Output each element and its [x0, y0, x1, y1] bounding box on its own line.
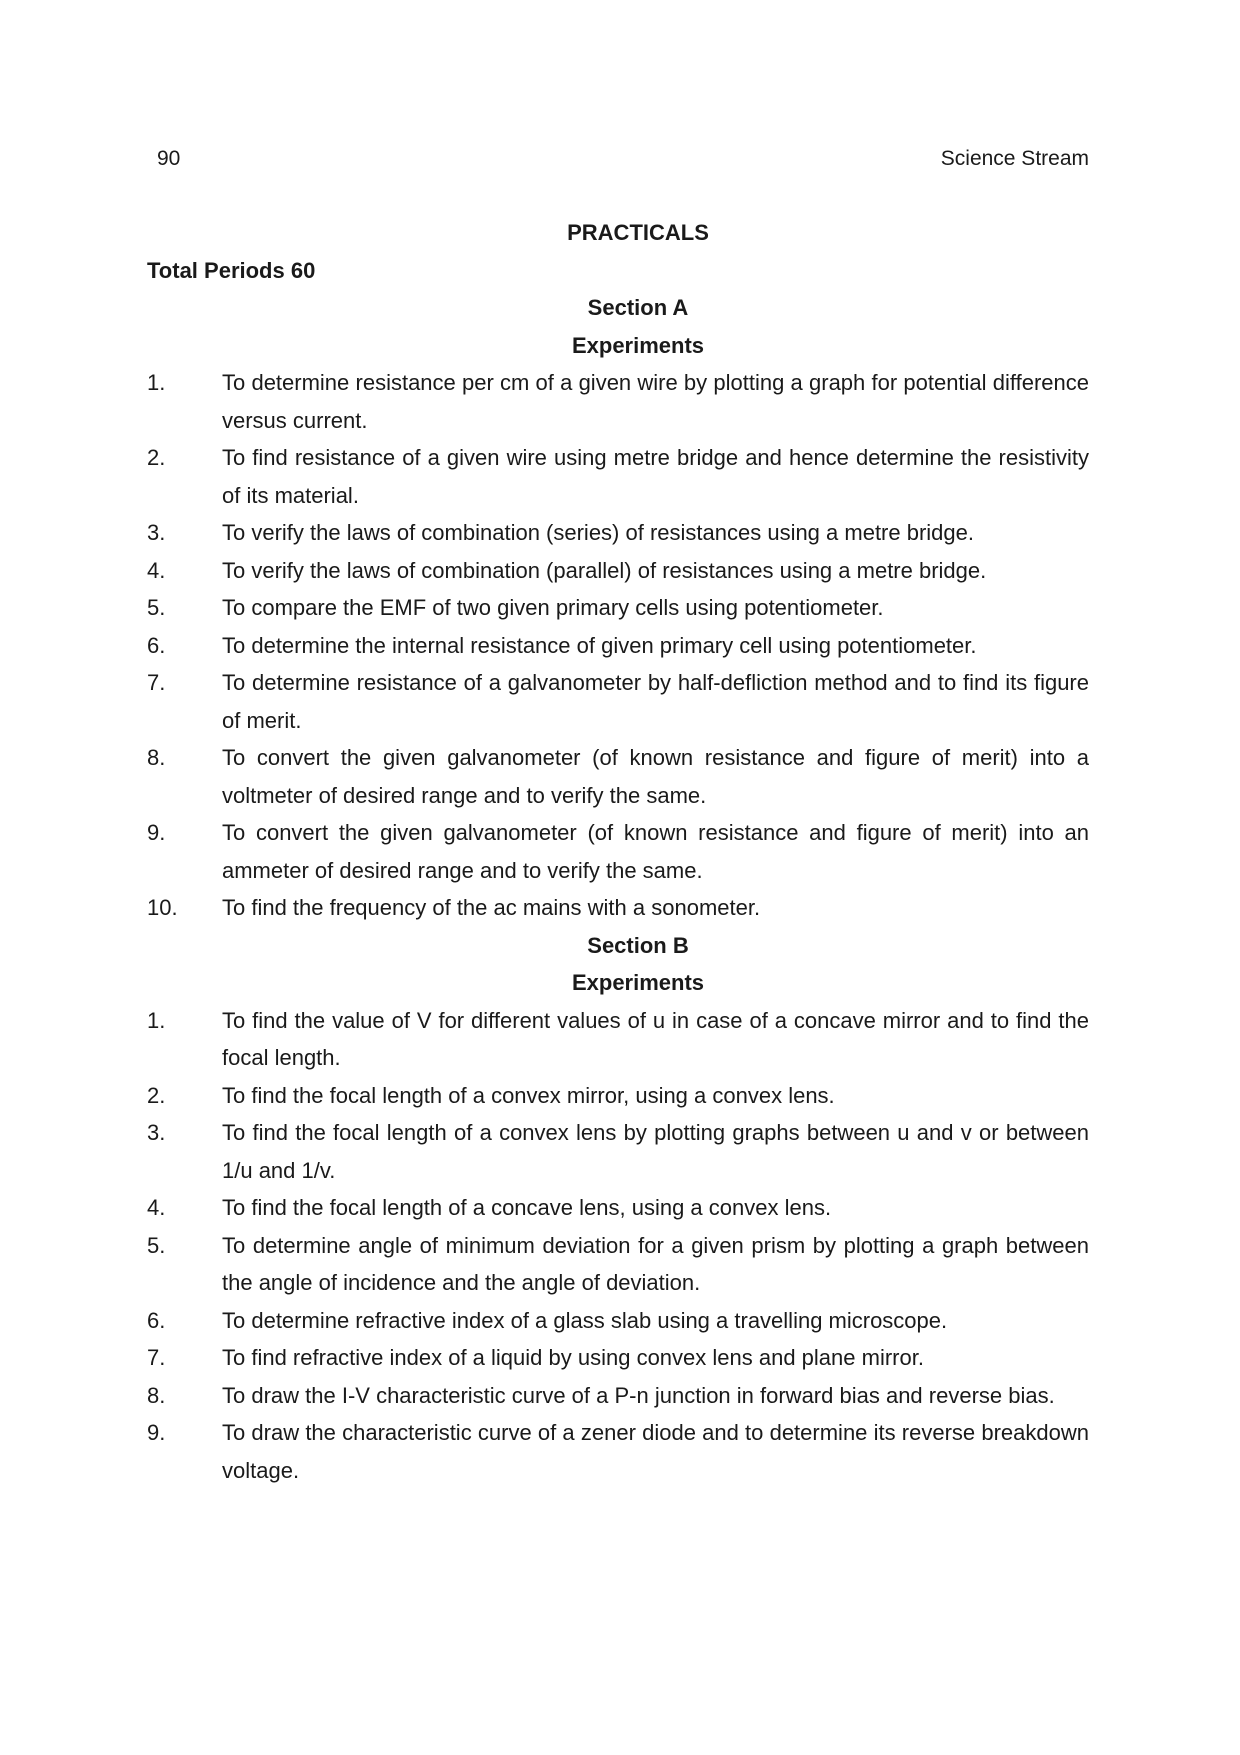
list-item	[147, 1227, 1089, 1302]
experiment-list	[147, 1002, 1089, 1490]
list-item	[147, 514, 1089, 552]
list-item	[147, 439, 1089, 514]
item-text: To convert the given galvanometer (of known resistance and figure of merit) into a voltmeter of desired range and to verify the same.	[222, 745, 1089, 808]
item-text: To determine refractive index of a glass slab using a travelling microscope.	[222, 1307, 948, 1333]
list-item	[147, 889, 1089, 927]
item-number: 2.	[147, 1082, 166, 1108]
item-number: 1.	[147, 1007, 166, 1033]
list-item	[147, 1302, 1089, 1340]
item-number: 9.	[147, 820, 166, 845]
list-item	[147, 1114, 1089, 1189]
item-text: To determine the internal resistance of given primary cell using potentiometer.	[222, 632, 977, 658]
item-text: To convert the given galvanometer (of known resistance and figure of merit) into an ammeter of desired range and to verify the same.	[222, 820, 1089, 883]
list-item	[147, 814, 1089, 889]
list-item	[147, 589, 1089, 627]
item-text: To compare the EMF of two given primary cells using potentiometer.	[222, 595, 884, 620]
item-number: 3.	[147, 520, 166, 545]
item-number: 7.	[147, 1345, 166, 1370]
item-text: To determine resistance per cm of a given wire by plotting a graph for potential difference versus current.	[222, 370, 1089, 433]
section-title: Section A	[587, 295, 689, 320]
item-text: To find the focal length of a convex lens by plotting graphs between u and v or between 1/u and 1/v.	[222, 1120, 1089, 1183]
list-item	[147, 627, 1089, 665]
item-text: To determine resistance of a galvanometer by half-defliction method and to find its figure of merit.	[222, 670, 1089, 733]
item-number: 4.	[147, 557, 166, 583]
item-text: To find the focal length of a convex mirror, using a convex lens.	[222, 1082, 835, 1108]
total-periods: Total Periods 60	[147, 257, 316, 283]
section-b	[147, 927, 1089, 1490]
page-number: 90	[157, 147, 181, 170]
item-text: To determine angle of minimum deviation for a given prism by plotting a graph between the angle of incidence and the angle of deviation.	[222, 1232, 1089, 1295]
item-text: To draw the I-V characteristic curve of a P-n junction in forward bias and reverse bias.	[222, 1382, 1055, 1408]
page-title: PRACTICALS	[567, 220, 709, 245]
section-title: Section B	[587, 932, 689, 958]
list-item	[147, 1377, 1089, 1415]
list-item	[147, 739, 1089, 814]
running-header	[157, 147, 1089, 171]
item-text: To find the value of V for different values of u in case of a concave mirror and to find the focal length.	[222, 1007, 1089, 1070]
item-number: 6.	[147, 1307, 166, 1333]
item-number: 1.	[147, 370, 166, 395]
item-text: To verify the laws of combination (parallel) of resistances using a metre bridge.	[222, 557, 987, 583]
list-item	[147, 1339, 1089, 1377]
running-title: Science Stream	[940, 147, 1089, 170]
item-text: To find refractive index of a liquid by using convex lens and plane mirror.	[222, 1345, 924, 1370]
experiment-list	[147, 364, 1089, 927]
list-item	[147, 1077, 1089, 1115]
page-content	[147, 214, 1089, 1489]
item-number: 7.	[147, 670, 166, 695]
item-text: To draw the characteristic curve of a zener diode and to determine its reverse breakdown voltage.	[222, 1420, 1089, 1483]
item-text: To find resistance of a given wire using metre bridge and hence determine the resistivity of its material.	[222, 445, 1089, 508]
list-item	[147, 552, 1089, 590]
item-number: 10.	[147, 895, 178, 920]
item-number: 2.	[147, 445, 166, 470]
list-item	[147, 1414, 1089, 1489]
list-item	[147, 1189, 1089, 1227]
item-number: 3.	[147, 1120, 166, 1145]
section-subtitle: Experiments	[571, 332, 705, 358]
item-text: To find the frequency of the ac mains with a sonometer.	[222, 895, 761, 920]
list-item	[147, 1002, 1089, 1077]
item-number: 5.	[147, 1232, 166, 1258]
item-number: 6.	[147, 632, 166, 658]
item-number: 8.	[147, 1382, 166, 1408]
item-number: 4.	[147, 1195, 166, 1220]
item-number: 9.	[147, 1420, 166, 1445]
section-a	[147, 289, 1089, 927]
list-item	[147, 664, 1089, 739]
item-number: 8.	[147, 745, 166, 770]
item-text: To verify the laws of combination (series) of resistances using a metre bridge.	[222, 520, 974, 545]
list-item	[147, 364, 1089, 439]
item-text: To find the focal length of a concave lens, using a convex lens.	[222, 1195, 832, 1220]
section-subtitle: Experiments	[571, 970, 705, 995]
item-number: 5.	[147, 595, 166, 620]
